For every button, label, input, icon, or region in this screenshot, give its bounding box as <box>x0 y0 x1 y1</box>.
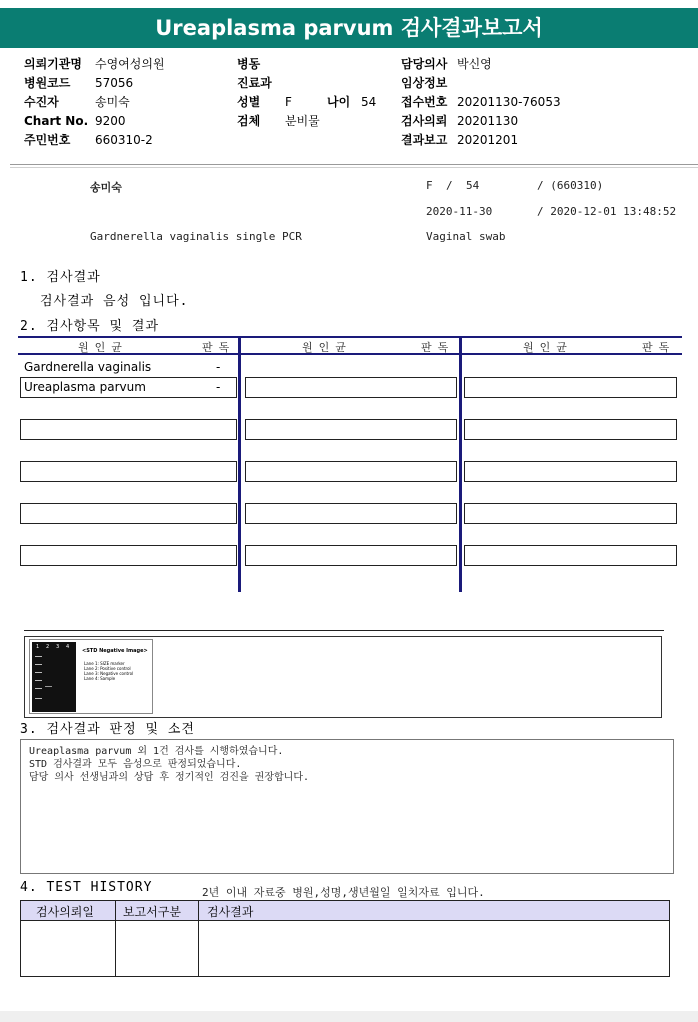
opinion-text <box>29 745 309 784</box>
control-band <box>45 686 52 687</box>
col-pathogen: 원인균 <box>78 341 128 354</box>
report-title: Ureaplasma parvum 검사결과보고서 <box>0 8 698 48</box>
report-datetime: / 2020-12-01 13:48:52 <box>537 205 677 218</box>
specimen-label: 검체 <box>237 114 261 128</box>
marker-band <box>35 688 42 689</box>
section3-title: 3. 검사결과 판정 및 소견 <box>20 722 195 737</box>
result-cell <box>464 377 677 398</box>
result-cell <box>20 461 237 482</box>
slash: / <box>446 179 453 192</box>
col-pathogen: 원인균 <box>302 341 352 354</box>
section2-title: 2. 검사항목 및 결과 <box>20 319 160 334</box>
col-judge: 판독 <box>642 341 676 354</box>
section1-text: 검사결과 음성 입니다. <box>40 294 189 309</box>
header-value: 20201130 <box>457 114 519 128</box>
header-mid <box>237 55 376 131</box>
dept-label: 진료과 <box>237 76 272 90</box>
history-note: 2년 이내 자료중 병원,성명,생년월일 일치자료 입니다. <box>202 886 485 899</box>
opinion-line: 담당 의사 선생님과의 상담 후 정기적인 검진을 권장합니다. <box>29 772 310 783</box>
column-divider <box>238 336 241 592</box>
gel-legend-item: Lane 3: Negative control <box>84 671 134 676</box>
gel-legend-item: Lane 1: SIZE marker <box>84 661 125 666</box>
age-value: 54 <box>361 95 377 109</box>
marker-band <box>35 698 42 699</box>
result-cell <box>464 545 677 566</box>
specimen-value: 분비물 <box>285 114 320 128</box>
col-judge: 판독 <box>202 341 236 354</box>
result-cell <box>245 545 457 566</box>
lane-number: 3 <box>56 644 60 650</box>
header-value: 박신영 <box>457 57 492 71</box>
lane-number: 1 <box>36 644 40 650</box>
result-cell <box>245 461 457 482</box>
section1-title: 1. 검사결과 <box>20 270 101 285</box>
history-header-row <box>21 901 669 921</box>
gel-legend <box>84 661 133 681</box>
patient-sex: F <box>426 179 433 192</box>
gel-legend-item: Lane 4: Sample <box>84 676 116 681</box>
header-value: 송미숙 <box>95 95 130 109</box>
column-divider <box>459 336 462 592</box>
header-label: 검사의뢰 <box>401 114 448 128</box>
result-cell <box>20 503 237 524</box>
col-pathogen: 원인균 <box>523 341 573 354</box>
marker-band <box>35 680 42 681</box>
history-col-report-type: 보고서구분 <box>123 905 181 919</box>
header-label: 주민번호 <box>24 133 71 147</box>
history-col-divider <box>115 901 116 976</box>
col-judge: 판독 <box>421 341 455 354</box>
header-label: 결과보고 <box>401 133 448 147</box>
header-label: 접수번호 <box>401 95 448 109</box>
header-right <box>401 55 561 150</box>
opinion-line: STD 검사결과 모두 음성으로 판정되었습니다. <box>29 759 242 770</box>
request-date: 2020-11-30 <box>426 205 493 218</box>
result-cell <box>20 419 237 440</box>
header-value: 9200 <box>95 114 126 128</box>
page-bottom-band <box>0 1011 698 1022</box>
test-name: Gardnerella vaginalis single PCR <box>90 230 302 243</box>
result-cell <box>245 419 457 440</box>
patient-birth: / (660310) <box>537 179 604 192</box>
patient-age: 54 <box>466 179 480 192</box>
header-label: 임상정보 <box>401 76 448 90</box>
header-value: 20201130-76053 <box>457 95 561 109</box>
result-cell <box>464 419 677 440</box>
patient-name: 송미숙 <box>90 181 122 194</box>
result-cell <box>464 503 677 524</box>
marker-band <box>35 664 42 665</box>
header-label: 병원코드 <box>24 76 71 90</box>
history-col-divider <box>198 901 199 976</box>
header-divider <box>10 167 698 168</box>
result-cell <box>20 545 237 566</box>
marker-band <box>35 656 42 657</box>
header-value: 660310-2 <box>95 133 153 147</box>
gel-caption: <STD Negative Image> <box>82 648 148 654</box>
gel-image <box>29 639 153 714</box>
age-label: 나이 <box>327 95 351 109</box>
sex-value: F <box>285 95 292 109</box>
header-left <box>24 55 165 150</box>
pathogen-result: - <box>216 380 221 394</box>
header-value: 수영여성의원 <box>95 57 165 71</box>
pathogen-result: - <box>216 360 221 374</box>
header-label: Chart No. <box>24 114 89 128</box>
header-label: 수진자 <box>24 95 59 109</box>
pathogen-name: Gardnerella vaginalis <box>24 360 152 374</box>
gel-legend-item: Lane 2: Positive control <box>84 666 131 671</box>
history-table <box>20 900 670 977</box>
lane-number: 2 <box>46 644 50 650</box>
pathogen-name: Ureaplasma parvum <box>24 380 146 394</box>
result-cell <box>245 503 457 524</box>
section4-title: 4. TEST HISTORY <box>20 880 153 895</box>
sex-label: 성별 <box>237 95 261 109</box>
gel-lanes <box>32 642 76 712</box>
result-cell <box>245 377 457 398</box>
header-label: 의뢰기관명 <box>24 57 82 71</box>
table-top-rule <box>18 336 682 338</box>
ward-label: 병동 <box>237 57 261 71</box>
lane-number: 4 <box>66 644 70 650</box>
image-top-rule <box>24 630 664 631</box>
history-col-result: 검사결과 <box>207 905 254 919</box>
header-value: 20201201 <box>457 133 519 147</box>
result-cell <box>464 461 677 482</box>
history-col-request-date: 검사의뢰일 <box>36 905 94 919</box>
header-label: 담당의사 <box>401 57 448 71</box>
header-divider <box>10 164 698 165</box>
opinion-line: Ureaplasma parvum 외 1건 검사를 시행하였습니다. <box>29 746 284 757</box>
specimen-type: Vaginal swab <box>426 230 506 243</box>
header-value: 57056 <box>95 76 134 90</box>
marker-band <box>35 672 42 673</box>
